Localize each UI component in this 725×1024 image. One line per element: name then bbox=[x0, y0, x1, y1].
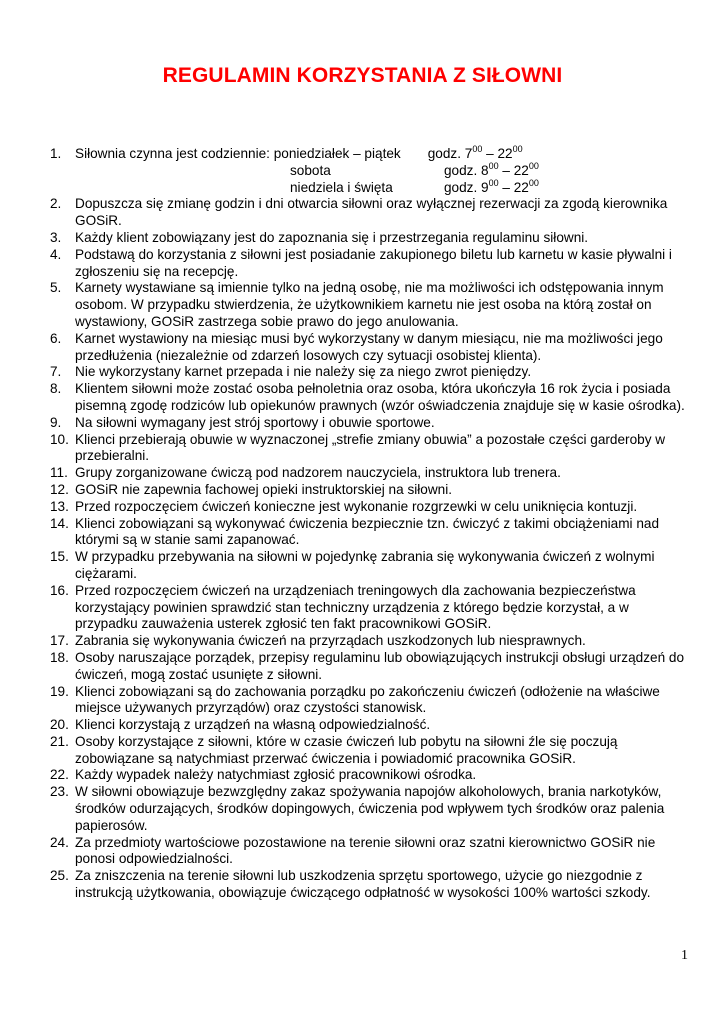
rule-number: 9. bbox=[50, 414, 62, 430]
hours-time: godz. $7^{00} - 22^{00}$ bbox=[427, 144, 523, 161]
rule-item-11 bbox=[50, 465, 690, 482]
rule-item-5 bbox=[50, 280, 690, 330]
rules-list bbox=[50, 146, 690, 902]
rule-number: 5. bbox=[50, 280, 62, 296]
hours-time: godz. $8^{00} - 22^{00}$ bbox=[444, 160, 539, 178]
rule-text: Za przedmioty wartościowe pozostawione na terenie siłowni oraz szatni kierownictwo GOSiR nie ponosi odpowiedzialności. bbox=[75, 834, 656, 867]
rule-item-7 bbox=[50, 364, 690, 381]
rule-text: Każdy klient zobowiązany jest do zapoznania się i przestrzegania regulaminu siłowni. bbox=[75, 229, 589, 245]
hours-row bbox=[75, 146, 690, 163]
hours-day: niedziela i święta bbox=[290, 179, 393, 195]
rule-number: 1. bbox=[50, 146, 62, 161]
rule-item-24 bbox=[50, 835, 690, 869]
rule-item-14 bbox=[50, 516, 690, 550]
hours-row bbox=[75, 160, 690, 180]
rule-item-20 bbox=[50, 717, 690, 734]
rule-text: GOSiR nie zapewnia fachowej opieki instruktorskiej na siłowni. bbox=[75, 481, 453, 497]
rule-item-10 bbox=[50, 432, 690, 466]
rule-number: 3. bbox=[50, 229, 62, 245]
rule-number: 6. bbox=[50, 330, 62, 346]
rule-text: Przed rozpoczęciem ćwiczeń na urządzeniach treningowych dla zachowania bezpieczeństwa korzystający powinien sprawdzić stan techniczny urządzenia z którego będzie korzystał, a w przypadku zauważenia usterek zgłosić ten fakt pracownikowi GOSiR. bbox=[75, 582, 636, 632]
rule-number: 2. bbox=[50, 196, 62, 212]
rule-number: 10. bbox=[50, 431, 69, 447]
rule-text: Klienci zobowiązani są wykonywać ćwiczenia bezpiecznie tzn. ćwiczyć z takimi obciążeniami nad którymi są w stanie sami zapanować. bbox=[75, 515, 660, 548]
opening-hours bbox=[75, 146, 690, 196]
rule-text: Każdy wypadek należy natychmiast zgłosić pracownikowi ośrodka. bbox=[75, 767, 477, 783]
rule-number: 15. bbox=[50, 549, 69, 565]
rule-item-18 bbox=[50, 650, 690, 684]
hours-day: sobota bbox=[290, 162, 331, 178]
rule-text: Klienci zobowiązani są do zachowania porządku po zakończeniu ćwiczeń (odłożenie na właściwe miejsce używanych przyrządów) oraz czystości stanowisk. bbox=[75, 683, 660, 716]
rule-item-13 bbox=[50, 499, 690, 516]
rule-number: 11. bbox=[50, 465, 68, 481]
rule-item-22 bbox=[50, 767, 690, 784]
rule-number: 4. bbox=[50, 246, 62, 262]
rule-item-19 bbox=[50, 684, 690, 718]
rule-text: Nie wykorzystany karnet przepada i nie należy się za niego zwrot pieniędzy. bbox=[75, 364, 532, 380]
rule-number: 17. bbox=[50, 633, 69, 649]
rules-rest bbox=[50, 196, 690, 901]
hours-time: godz. $9^{00} - 22^{00}$ bbox=[444, 177, 539, 195]
rule-item-6 bbox=[50, 331, 690, 365]
rule-item-3 bbox=[50, 230, 690, 247]
rule-number: 13. bbox=[50, 498, 69, 514]
rule-item-16 bbox=[50, 583, 690, 633]
rule-text: Osoby naruszające porządek, przepisy regulaminu lub obowiązujących instrukcji obsługi urządzeń do ćwiczeń, mogą zostać usunięte z siłowni. bbox=[75, 649, 685, 682]
rule-number: 16. bbox=[50, 582, 69, 598]
rule-text: Klientem siłowni może zostać osoba pełnoletnia oraz osoba, która ukończyła 16 rok życia i posiada pisemną zgodę rodziców lub opiekunów prawnych (wzór oświadczenia znajduje się w kasie ośrodka). bbox=[75, 381, 685, 413]
rule-text: Osoby korzystające z siłowni, które w czasie ćwiczeń lub pobytu na siłowni źle się poczują zobowiązane są natychmiast przerwać ćwiczenia i powiadomić pracownika GOSiR. bbox=[75, 733, 618, 766]
rule-number: 8. bbox=[50, 381, 62, 397]
rule-item-1 bbox=[50, 146, 690, 196]
rule-text: Grupy zorganizowane ćwiczą pod nadzorem nauczyciela, instruktora lub trenera. bbox=[75, 465, 561, 481]
rule-item-4 bbox=[50, 247, 690, 281]
rule-item-21 bbox=[50, 734, 690, 768]
rule-text: Podstawą do korzystania z siłowni jest posiadanie zakupionego biletu lub karnetu w kasie pływalni i zgłoszeniu się na recepcję. bbox=[75, 246, 672, 279]
rule-text: Za zniszczenia na terenie siłowni lub uszkodzenia sprzętu sportowego, użycie go niezgodnie z instrukcją użytkowania, obowiązuje ćwiczącego odpłatność w wysokości 100% wartości szkody. bbox=[75, 868, 651, 901]
rule-item-17 bbox=[50, 633, 690, 650]
rule-text: W siłowni obowiązuje bezwzględny zakaz spożywania napojów alkoholowych, brania narkotyków, środków odurzających, środków dopingowych, ćwiczenia pod wpływem tych środków oraz palenia papierosów. bbox=[75, 784, 665, 833]
rule-item-25 bbox=[50, 868, 690, 902]
rule-number: 23. bbox=[50, 784, 69, 800]
hours-indent bbox=[75, 180, 290, 197]
rule-number: 7. bbox=[50, 364, 62, 380]
opening-hours-intro: Siłownia czynna jest codziennie: bbox=[75, 146, 274, 161]
rule-item-9 bbox=[50, 415, 690, 432]
rule-number: 18. bbox=[50, 649, 69, 665]
rule-text: W przypadku przebywania na siłowni w pojedynkę zabrania się wykonywania ćwiczeń z wolnymi ciężarami. bbox=[75, 549, 655, 581]
hours-indent bbox=[75, 163, 290, 180]
rule-number: 19. bbox=[50, 683, 69, 699]
rule-item-15 bbox=[50, 549, 690, 583]
rule-item-23 bbox=[50, 784, 690, 834]
rule-number: 20. bbox=[50, 717, 69, 733]
rule-number: 25. bbox=[50, 868, 69, 884]
hours-day: poniedziałek – piątek bbox=[273, 146, 401, 161]
rule-item-8 bbox=[50, 381, 690, 415]
rule-text: Przed rozpoczęciem ćwiczeń konieczne jest wykonanie rozgrzewki w celu uniknięcia kontuzji. bbox=[75, 498, 638, 514]
rule-number: 21. bbox=[50, 733, 69, 749]
rule-text: Dopuszcza się zmianę godzin i dni otwarcia siłowni oraz wyłącznej rezerwacji za zgodą kierownika GOSiR. bbox=[75, 196, 668, 229]
rule-text: Klienci przebierają obuwie w wyznaczonej „strefie zmiany obuwia” a pozostałe części garderoby w przebieralni. bbox=[75, 431, 666, 464]
rule-number: 22. bbox=[50, 767, 69, 783]
rule-number: 12. bbox=[50, 481, 69, 497]
rule-item-2 bbox=[50, 196, 690, 230]
rule-number: 24. bbox=[50, 834, 69, 850]
rule-text: Karnety wystawiane są imiennie tylko na jedną osobę, nie ma możliwości ich odstępowania innym osobom. W przypadku stwierdzenia, że użytkownikiem karnetu nie jest osoba na którą został on wystawiony, GOSiR zastrzega sobie prawo do jego anulowania. bbox=[75, 280, 664, 329]
rule-text: Na siłowni wymagany jest strój sportowy i obuwie sportowe. bbox=[75, 414, 435, 430]
rule-text: Klienci korzystają z urządzeń na własną odpowiedzialność. bbox=[75, 717, 431, 733]
rule-text: Zabrania się wykonywania ćwiczeń na przyrządach uszkodzonych lub niesprawnych. bbox=[75, 633, 586, 649]
hours-row bbox=[75, 177, 690, 197]
page-number: 1 bbox=[681, 948, 688, 963]
page-title: REGULAMIN KORZYSTANIA Z SIŁOWNI bbox=[162, 64, 563, 87]
rule-text: Karnet wystawiony na miesiąc musi być wykorzystany w danym miesiącu, nie ma możliwości jego przedłużenia (niezależnie od zdarzeń losowych czy sytuacji osobistej klienta). bbox=[75, 330, 663, 363]
rule-number: 14. bbox=[50, 515, 69, 531]
rule-item-12 bbox=[50, 482, 690, 499]
